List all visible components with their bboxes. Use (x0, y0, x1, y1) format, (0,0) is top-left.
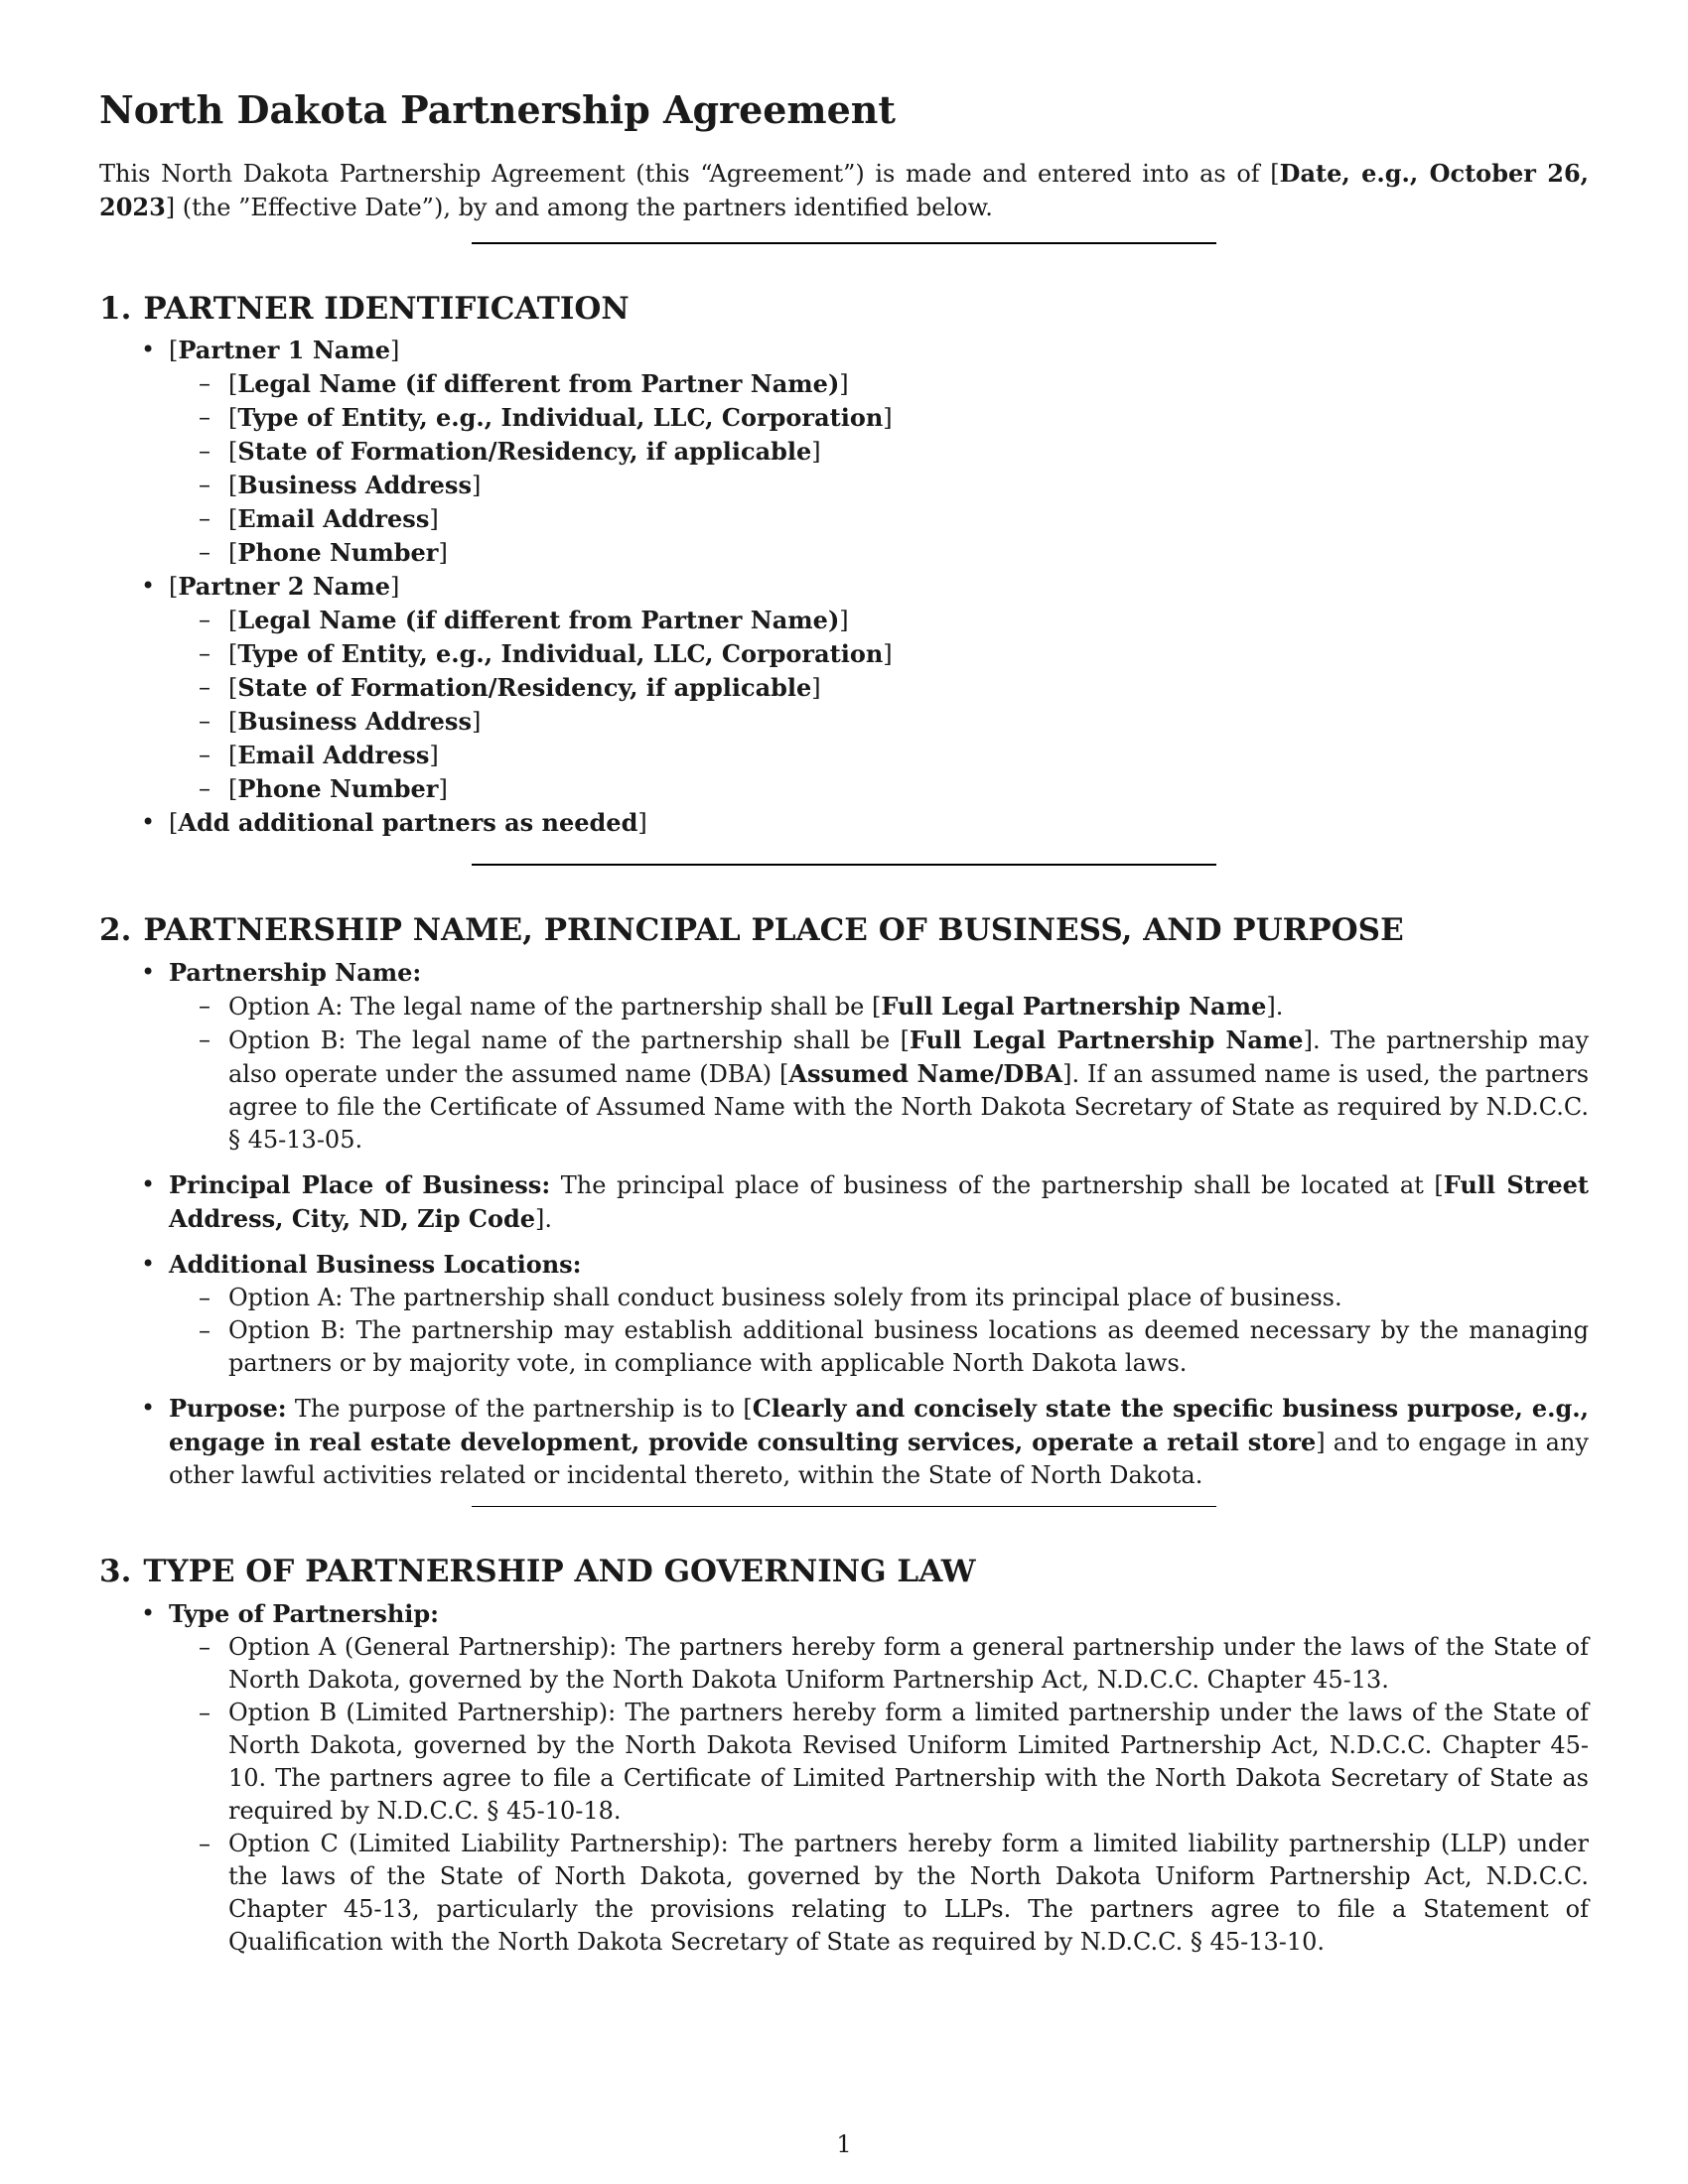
section-1-heading: 1. PARTNER IDENTIFICATION (99, 290, 630, 327)
section-2-heading: 2. PARTNERSHIP NAME, PRINCIPAL PLACE OF BUSINESS, AND PURPOSE (99, 912, 1404, 949)
section-divider (472, 864, 1216, 866)
partnership-type-options (169, 1631, 1589, 1959)
list-item: – Option B (Limited Partnership): The partners hereby form a limited partnership under the laws of the State of North Dakota, governed by the North Dakota Revised Uniform Limited Partnership Act, N.D.C.C. Chapter 45-10. The partners agree to file a Certificate of Limited Partnership with the North Dakota Secretary of State as required by N.D.C.C. § 45-10-18. (228, 1697, 1589, 1828)
section-3-list (99, 1597, 1589, 1959)
document-page (99, 87, 1589, 1959)
partnership-name-item: • Partnership Name: – Option A: The legal name of the partnership shall be [Full Legal Partnership Name]. – Option B: The legal name of the partnership shall be [Full Legal Partnership Name]. The partnership may also operate under the assumed name (DBA) [Assumed Name/DBA]. If an assumed name is used, the partners agree to file the Certificate of Assumed Name with the North Dakota Secretary of State as required by N.D.C.C. § 45-13-05. (169, 956, 1589, 1157)
list-item: – [Type of Entity, e.g., Individual, LLC, Corporation] (228, 401, 1589, 435)
list-item: – [State of Formation/Residency, if applicable] (228, 671, 1589, 705)
list-item: – Option C (Limited Liability Partnership): The partners hereby form a limited liability partnership (LLP) under the laws of the State of North Dakota, governed by the North Dakota Uniform Partnership Act, N.D.C.C. Chapter 45-13, particularly the provisions relating to LLPs. The partners agree to file a Statement of Qualification with the North Dakota Secretary of State as required by N.D.C.C. § 45-13-10. (228, 1828, 1589, 1959)
partner-1-fields (169, 367, 1589, 570)
additional-locations-options (169, 1282, 1589, 1380)
list-item: – [Phone Number] (228, 536, 1589, 570)
partnership-type-item: • Type of Partnership: – Option A (General Partnership): The partners hereby form a general partnership under the laws of the State of North Dakota, governed by the North Dakota Uniform Partnership Act, N.D.C.C. Chapter 45-13. – Option B (Limited Partnership): The partners hereby form a limited partnership under the laws of the State of North Dakota, governed by the North Dakota Revised Uniform Limited Partnership Act, N.D.C.C. Chapter 45-10. The partners agree to file a Certificate of Limited Partnership with the North Dakota Secretary of State as required by N.D.C.C. § 45-10-18. – Option C (Limited Liability Partnership): The partners hereby form a limited liability partnership (LLP) under the laws of the State of North Dakota, governed by the North Dakota Uniform Partnership Act, N.D.C.C. Chapter 45-13, particularly the provisions relating to LLPs. The partners agree to file a Statement of Qualification with the North Dakota Secretary of State as required by N.D.C.C. § 45-13-10. (169, 1597, 1589, 1959)
list-item: – Option A: The legal name of the partnership shall be [Full Legal Partnership Name]. (228, 990, 1589, 1024)
list-item: – Option B: The partnership may establish additional business locations as deemed necessary by the managing partners or by majority vote, in compliance with applicable North Dakota laws. (228, 1314, 1589, 1380)
section-divider (472, 1506, 1216, 1507)
intro-paragraph: This North Dakota Partnership Agreement (this “Agreement”) is made and entered into as of [Date, e.g., October 26, 2023] (the ”Effective Date”), by and among the partners identified below. (99, 158, 1590, 221)
section-2-list (99, 956, 1589, 1492)
list-item: – [Email Address] (228, 739, 1589, 772)
section-divider (472, 242, 1216, 244)
partner-1-item: • [Partner 1 Name] – [Legal Name (if different from Partner Name)] – [Type of Entity, e.g., Individual, LLC, Corporation] – [State of Formation/Residency, if applicable] – [Business Address] – [Email Address] – [Phone Number] (169, 334, 1589, 570)
additional-partners-item: • [Add additional partners as needed] (169, 806, 1589, 840)
partnership-name-options (169, 990, 1589, 1157)
partner-list (99, 334, 1589, 840)
list-item: – [Legal Name (if different from Partner Name)] (228, 367, 1589, 401)
list-item: – Option A: The partnership shall conduct business solely from its principal place of business. (228, 1282, 1589, 1314)
list-item: – Option B: The legal name of the partnership shall be [Full Legal Partnership Name]. The partnership may also operate under the assumed name (DBA) [Assumed Name/DBA]. If an assumed name is used, the partners agree to file the Certificate of Assumed Name with the North Dakota Secretary of State as required by N.D.C.C. § 45-13-05. (228, 1024, 1589, 1157)
list-item: – [Legal Name (if different from Partner Name)] (228, 604, 1589, 637)
list-item: – [Phone Number] (228, 772, 1589, 806)
partner-2-fields (169, 604, 1589, 806)
list-item: – [Business Address] (228, 705, 1589, 739)
list-item: – [State of Formation/Residency, if applicable] (228, 435, 1589, 469)
effective-date-placeholder: Date, e.g., October 26, 2023 (99, 158, 1590, 221)
list-item: – [Business Address] (228, 469, 1589, 502)
partner-2-item: • [Partner 2 Name] – [Legal Name (if different from Partner Name)] – [Type of Entity, e.g., Individual, LLC, Corporation] – [State of Formation/Residency, if applicable] – [Business Address] – [Email Address] – [Phone Number] (169, 570, 1589, 806)
list-item: – [Email Address] (228, 502, 1589, 536)
document-title: North Dakota Partnership Agreement (99, 87, 896, 132)
principal-place-item: • Principal Place of Business: The principal place of business of the partnership shall be located at [Full Street Address, City, ND, Zip Code]. (169, 1168, 1589, 1236)
list-item: – [Type of Entity, e.g., Individual, LLC, Corporation] (228, 637, 1589, 671)
purpose-item: • Purpose: The purpose of the partnership is to [Clearly and concisely state the specific business purpose, e.g., engage in real estate development, provide consulting services, operate a retail store] and to engage in any other lawful activities related or incidental thereto, within the State of North Dakota. (169, 1392, 1589, 1492)
additional-locations-item: • Additional Business Locations: – Option A: The partnership shall conduct business solely from its principal place of business. – Option B: The partnership may establish additional business locations as deemed necessary by the managing partners or by majority vote, in compliance with applicable North Dakota laws. (169, 1248, 1589, 1380)
page-number: 1 (836, 2130, 852, 2158)
section-3-heading: 3. TYPE OF PARTNERSHIP AND GOVERNING LAW (99, 1554, 976, 1590)
list-item: – Option A (General Partnership): The partners hereby form a general partnership under the laws of the State of North Dakota, governed by the North Dakota Uniform Partnership Act, N.D.C.C. Chapter 45-13. (228, 1631, 1589, 1697)
